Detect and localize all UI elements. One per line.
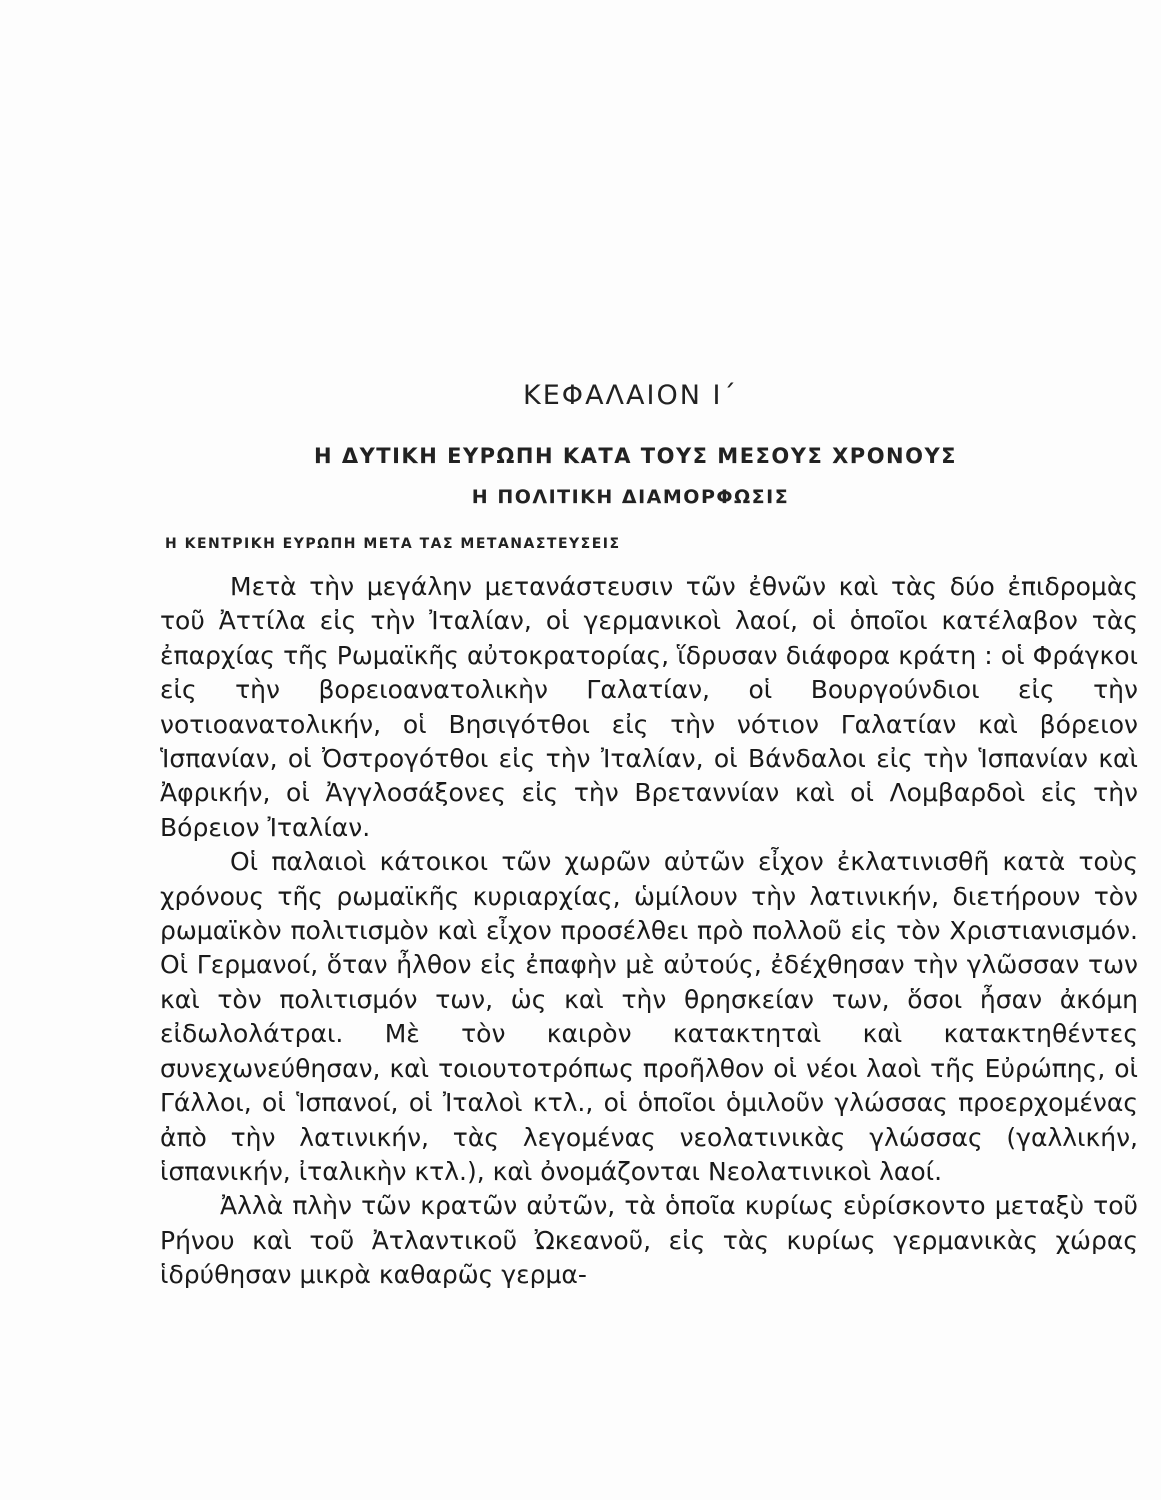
body-text [160, 570, 1138, 1293]
paragraph-1: Μετὰ τὴν μεγάλην μετανάστευσιν τῶν ἐθνῶν καὶ τὰς δύο ἐπιδρομὰς τοῦ Ἀττίλα εἰς τὴν Ἰταλίαν, οἱ γερμανικοὶ λαοί, οἱ ὁποῖοι κατέλαβον τὰς ἐπαρχίας τῆς Ρωμαϊκῆς αὐτοκρατορίας, ἵδρυσαν διάφορα κράτη : οἱ Φράγκοι εἰς τὴν βορειοανατολικὴν Γαλατίαν, οἱ Βουργούνδιοι εἰς τὴν νοτιοανατολικήν, οἱ Βησιγότθοι εἰς τὴν νότιον Γαλατίαν καὶ βόρειον Ἱσπανίαν, οἱ Ὀστρογότθοι εἰς τὴν Ἰταλίαν, οἱ Βάνδαλοι εἰς τὴν Ἱσπανίαν καὶ Ἀφρικήν, οἱ Ἀγγλοσάξονες εἰς τὴν Βρεταννίαν καὶ οἱ Λομβαρδοὶ εἰς τὴν Βόρειον Ἰταλίαν. [160, 572, 1138, 842]
chapter-heading: ΚΕΦΑΛΑΙΟΝ Ι΄ [523, 380, 738, 411]
chapter-subtitle: Η ΠΟΛΙΤΙΚΗ ΔΙΑΜΟΡΦΩΣΙΣ [471, 486, 790, 508]
section-title: Η ΚΕΝΤΡΙΚΗ ΕΥΡΩΠΗ ΜΕΤΑ ΤΑΣ ΜΕΤΑΝΑΣΤΕΥΣΕΙΣ [165, 536, 621, 552]
chapter-title: Η ΔΥΤΙΚΗ ΕΥΡΩΠΗ ΚΑΤΑ ΤΟΥΣ ΜΕΣΟΥΣ ΧΡΟΝΟΥΣ [313, 444, 958, 468]
paragraph-2: Οἱ παλαιοὶ κάτοικοι τῶν χωρῶν αὐτῶν εἶχον ἐκλατινισθῆ κατὰ τοὺς χρόνους τῆς ρωμαϊκῆς κυριαρχίας, ὡμίλουν τὴν λατινικήν, διετήρουν τὸν ρωμαϊκὸν πολιτισμὸν καὶ εἶχον προσέλθει πρὸ πολλοῦ εἰς τὸν Χριστιανισμόν. Οἱ Γερμανοί, ὅταν ἦλθον εἰς ἐπαφὴν μὲ αὐτούς, ἐδέχθησαν τὴν γλῶσσαν των καὶ τὸν πολιτισμόν των, ὡς καὶ τὴν θρησκείαν των, ὅσοι ἦσαν ἀκόμη εἰδωλολάτραι. Μὲ τὸν καιρὸν κατακτηταὶ καὶ κατακτηθέντες συνεχωνεύθησαν, καὶ τοιουτοτρόπως προῆλθον οἱ νέοι λαοὶ τῆς Εὐρώπης, οἱ Γάλλοι, οἱ Ἱσπανοί, οἱ Ἰταλοὶ κτλ., οἱ ὁποῖοι ὁμιλοῦν γλώσσας προερχομένας ἀπὸ τὴν λατινικήν, τὰς λεγομένας νεολατινικὰς γλώσσας (γαλλικήν, ἱσπανικήν, ἰταλικὴν κτλ.), καὶ ὀνομάζονται Νεολατινικοὶ λαοί. [160, 847, 1138, 1186]
paragraph-3: Ἀλλὰ πλὴν τῶν κρατῶν αὐτῶν, τὰ ὁποῖα κυρίως εὑρίσκοντο μεταξὺ τοῦ Ρήνου καὶ τοῦ Ἀτλαντικοῦ Ὠκεανοῦ, εἰς τὰς κυρίως γερμανικὰς χώρας ἱδρύθησαν μικρὰ καθαρῶς γερμα- [160, 1191, 1138, 1290]
